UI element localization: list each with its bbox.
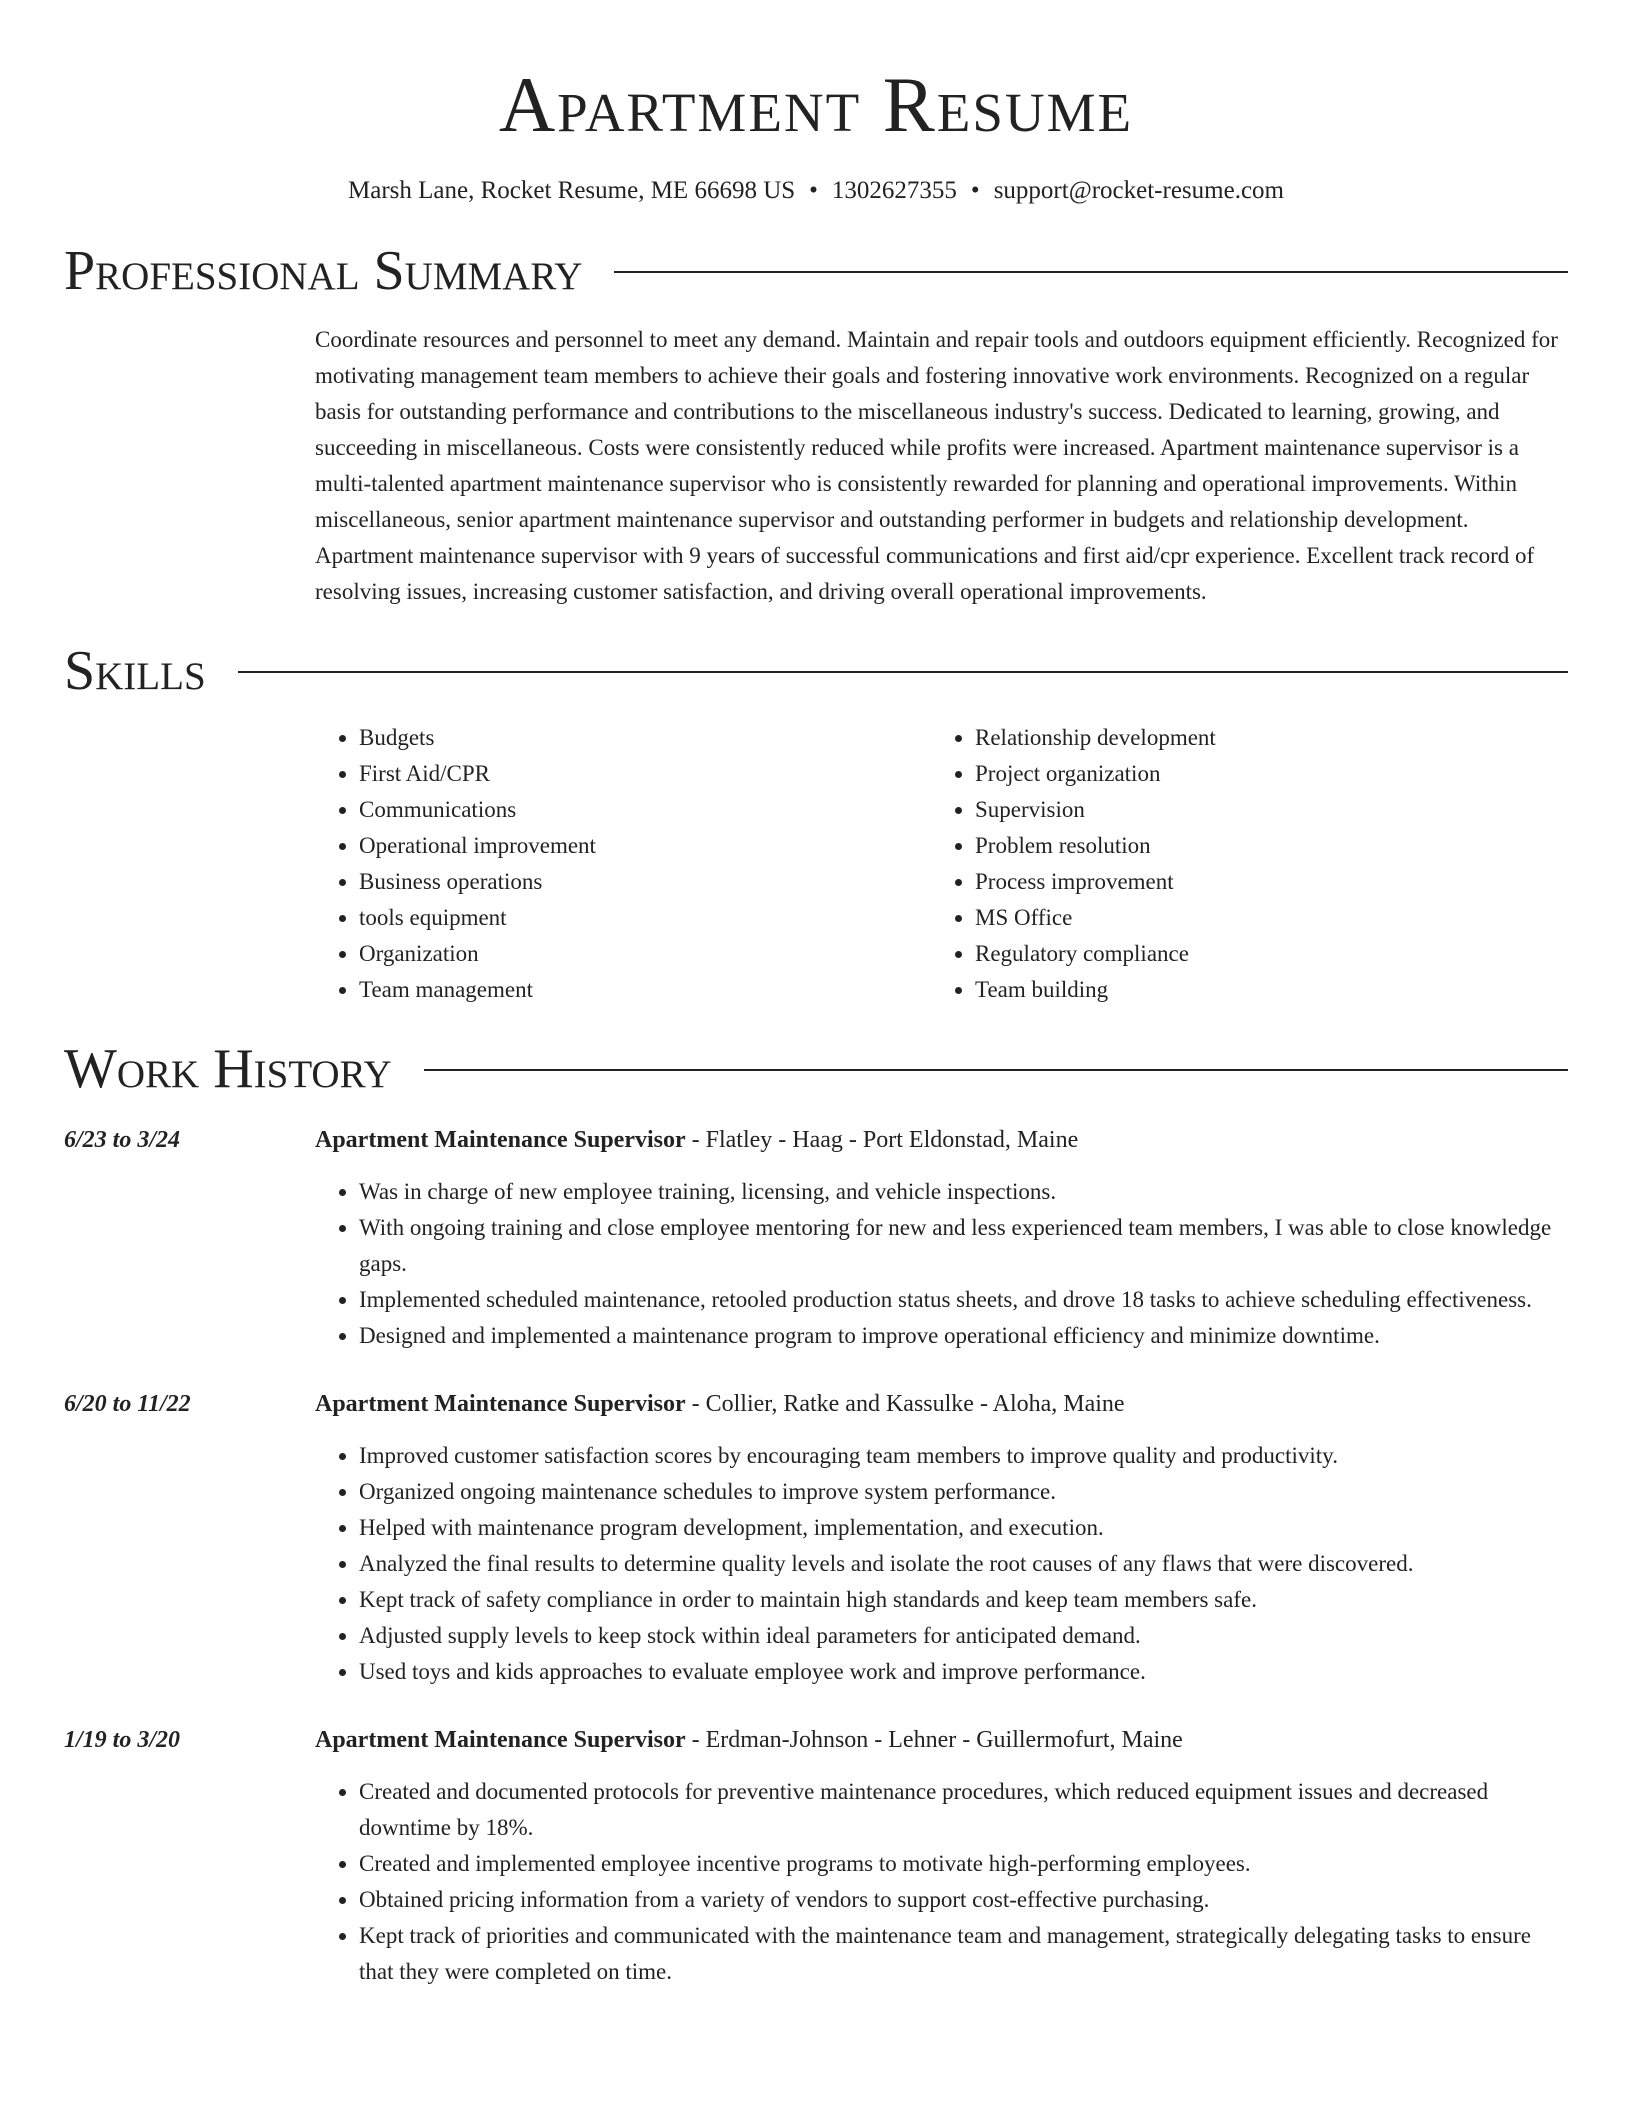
job-employer: - Collier, Ratke and Kassulke - Aloha, Maine <box>685 1391 1125 1417</box>
job-entry <box>64 1386 1568 1690</box>
job-dates: 6/23 to 3/24 <box>64 1127 181 1153</box>
job-title: Apartment Maintenance Supervisor <box>315 1127 686 1153</box>
job-bullet: • Created and documented protocols for preventive maintenance procedures, which reduced equipment issues and decreased downtime by 18%. <box>359 1774 1568 1846</box>
skill-item: • First Aid/CPR <box>359 756 931 792</box>
phone-number: 1302627355 <box>831 177 957 204</box>
job-entry <box>64 1722 1568 1990</box>
job-details <box>315 1386 1568 1690</box>
bullet-separator: • <box>809 177 818 204</box>
skill-item: • Business operations <box>359 864 931 900</box>
job-bullet: • Was in charge of new employee training, licensing, and vehicle inspections. <box>359 1174 1568 1210</box>
skill-item: • Organization <box>359 936 931 972</box>
section-heading: Professional Summary <box>64 240 583 302</box>
section-professional-summary <box>64 240 1568 302</box>
job-dates: 1/19 to 3/20 <box>64 1727 181 1753</box>
job-bullet: • Designed and implemented a maintenance program to improve operational efficiency and minimize downtime. <box>359 1318 1568 1354</box>
skill-item: • Process improvement <box>975 864 1547 900</box>
job-bullet: • Helped with maintenance program development, implementation, and execution. <box>359 1510 1568 1546</box>
skills-list-right <box>931 720 1547 1008</box>
section-skills <box>64 640 1568 702</box>
resume-title: Apartment Resume <box>498 61 1134 148</box>
job-bullet: • Organized ongoing maintenance schedules to improve system performance. <box>359 1474 1568 1510</box>
job-title: Apartment Maintenance Supervisor <box>315 1727 686 1753</box>
job-details <box>315 1722 1568 1990</box>
skill-item: • Team management <box>359 972 931 1008</box>
job-title: Apartment Maintenance Supervisor <box>315 1391 686 1417</box>
skill-item: • Project organization <box>975 756 1547 792</box>
email-address: support@rocket-resume.com <box>993 177 1284 204</box>
job-title-line <box>315 1722 1568 1758</box>
resume-page <box>64 0 1568 1990</box>
job-bullet: • Used toys and kids approaches to evaluate employee work and improve performance. <box>359 1654 1568 1690</box>
job-bullet: • With ongoing training and close employee mentoring for new and less experienced team members, I was able to close knowledge gaps. <box>359 1210 1568 1282</box>
skill-item: • tools equipment <box>359 900 931 936</box>
section-divider <box>424 1069 1568 1071</box>
job-bullet: • Obtained pricing information from a variety of vendors to support cost-effective purchasing. <box>359 1882 1568 1918</box>
contact-line <box>64 176 1568 206</box>
section-heading: Skills <box>64 640 206 702</box>
skills-columns <box>315 720 1568 1008</box>
job-employer: - Flatley - Haag - Port Eldonstad, Maine <box>685 1127 1079 1153</box>
skill-item: • Relationship development <box>975 720 1547 756</box>
job-bullet: • Created and implemented employee incentive programs to motivate high-performing employees. <box>359 1846 1568 1882</box>
job-bullet: • Analyzed the final results to determine quality levels and isolate the root causes of any flaws that were discovered. <box>359 1546 1568 1582</box>
job-title-line <box>315 1122 1568 1158</box>
skill-item: • Supervision <box>975 792 1547 828</box>
job-bullets <box>315 1438 1568 1690</box>
section-work-history <box>64 1038 1568 1100</box>
section-heading: Work History <box>64 1038 392 1100</box>
skills-list-left <box>315 720 931 1008</box>
skill-item: • Operational improvement <box>359 828 931 864</box>
bullet-separator: • <box>970 177 980 204</box>
skill-item: • Team building <box>975 972 1547 1008</box>
job-dates: 6/20 to 11/22 <box>64 1391 191 1417</box>
section-divider <box>614 271 1568 273</box>
skill-item: • Problem resolution <box>975 828 1547 864</box>
job-title-line <box>315 1386 1568 1422</box>
job-entry <box>64 1122 1568 1354</box>
job-bullet: • Kept track of safety compliance in order to maintain high standards and keep team members safe. <box>359 1582 1568 1618</box>
skill-item: • MS Office <box>975 900 1547 936</box>
job-details <box>315 1122 1568 1354</box>
job-bullet: • Implemented scheduled maintenance, retooled production status sheets, and drove 18 tasks to achieve scheduling effectiveness. <box>359 1282 1568 1318</box>
section-divider <box>238 671 1568 673</box>
skill-item: • Regulatory compliance <box>975 936 1547 972</box>
job-bullet: • Kept track of priorities and communicated with the maintenance team and management, strategically delegating tasks to ensure that they were completed on time. <box>359 1918 1568 1990</box>
skill-item: • Budgets <box>359 720 931 756</box>
address: Marsh Lane, Rocket Resume, ME 66698 US <box>348 177 796 204</box>
job-bullets <box>315 1774 1568 1990</box>
job-bullet: • Adjusted supply levels to keep stock within ideal parameters for anticipated demand. <box>359 1618 1568 1654</box>
summary-text: Coordinate resources and personnel to meet any demand. Maintain and repair tools and outdoors equipment efficiently. Recognized for motivating management team members to achieve their goals and fostering innovative work environments. Recognized on a regular basis for outstanding performance and contributions to the miscellaneous industry's success. Dedicated to learning, growing, and succeeding in miscellaneous. Costs were consistently reduced while profits were increased. Apartment maintenance supervisor is a multi-talented apartment maintenance supervisor who is consistently rewarded for planning and operational improvements. Within miscellaneous, senior apartment maintenance supervisor and outstanding performer in budgets and relationship development. Apartment maintenance supervisor with 9 years of successful communications and first aid/cpr experience. Excellent track record of resolving issues, increasing customer satisfaction, and driving overall operational improvements. <box>315 327 1558 604</box>
skill-item: • Communications <box>359 792 931 828</box>
job-bullet: • Improved customer satisfaction scores by encouraging team members to improve quality and productivity. <box>359 1438 1568 1474</box>
job-bullets <box>315 1174 1568 1354</box>
job-employer: - Erdman-Johnson - Lehner - Guillermofurt, Maine <box>685 1727 1183 1753</box>
